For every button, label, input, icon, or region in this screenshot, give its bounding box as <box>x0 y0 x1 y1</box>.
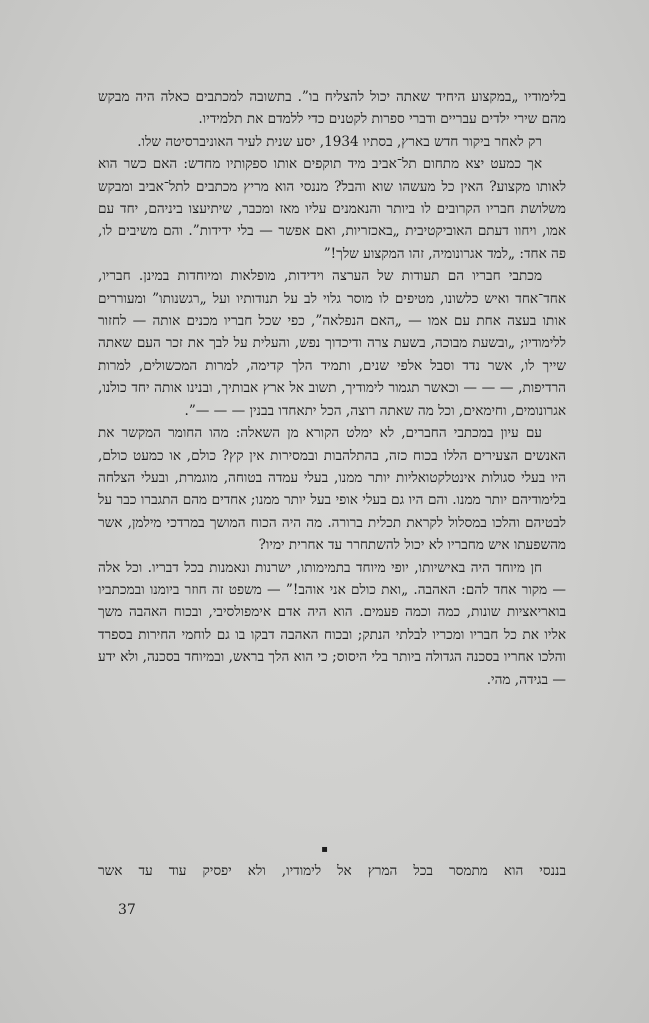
paragraph-1: בלימודיו „במקצוע היחיד שאתה יכול להצליח בו”. בתשובה למכתבים כאלה היה מבקש מהם שירי ילדים עבריים ודברי ספרות לקטנים כדי ללמדם את תלמידיו. <box>98 89 566 128</box>
paragraph-6: חן מיוחד היה באישיותו, יופי מיוחד בתמימותו, ישרנות ונאמנות בכל דבריו. וכל אלה — מקור אחד להם: האהבה. „ואת כולם אני אוהב!” — משפט זה חוזר ביומנו ובמכתביו בואריאציות שונות, כמה וכמה פעמים. הוא היה אדם אימפולסיבי, ובכוח האהבה משך אליו את כל חבריו ומכריו לבלתי הנתק; ובכוח האהבה דבקו בו גם לוחמי החירות בספרד והלכו אחריו בסכנה הגדולה ביותר בלי היסוס; כי הוא הלך בראש, ובמיוחד בסכנה, ולא ידע — בגידה, מהי. <box>98 559 566 688</box>
paragraph-4: מכתבי חבריו הם תעודות של הערצה וידידות, מופלאות ומיוחדות במינן. חבריו, אחד־אחד ואיש כלשונו, מטיפים לו מוסר גלוי לב על תנודותיו ועל „רגשנותו” ומעוררים אותו בעצה אחת עם אמו — „האם הנפלאה”, כפי שכל חבריו מכנים אותה — לחזור ללימודיו; „ובשעת מבוכה, בשעת צרה ודיכדוך נפש, והעלית על לבך את זכר העם שאתה שייך לו, אשר נדד וסבל אלפי שנים, ותמיד הלך קדימה, למרות המכשולים, למרות הרדיפות, — — — וכאשר תגמור לימודיך, תשוב אל ארץ אבותיך, ובנינו אותה יחד כולנו, אגרונומים, וחימאים, וכל מה שאתה רוצה, הכל יתאחדו בבנין — — —”. <box>98 268 566 419</box>
paragraph-5: עם עיון במכתבי החברים, לא ימלט הקורא מן השאלה: מהו החומר המקשר את האנשים הצעירים הללו בכוח כזה, בהתלהבות ובמסירות אין קץ? כולם, או כמעט כולם, היו בעלי סגולות אינטלקטואליות יותר ממנו, בעלי עמדה בטוחה, מוגמרת, ובעלי הצלחה בלימודיהם יותר ממנו. והם היו גם בעלי אופי בעל יותר ממנו; אחדים מהם התגברו כבר על לבטיהם והלכו במסלול לקראת תכלית ברורה. מה היה הכוח המושך במרדכי מילמן, אשר מהשפעתו איש מחבריו לא יכול להשתחרר עד אחרית ימיו? <box>98 425 566 554</box>
page-number: 37 <box>118 902 136 918</box>
section-separator: ▪ <box>321 844 328 855</box>
paragraph-3: אך כמעט יצא מתחום תל־אביב מיד תוקפים אותו ספקותיו מחדש: האם כשר הוא לאותו מקצוע? האין כל מעשהו שוא והבל? מננסי הוא מריץ מכתבים לתל־אביב ומבקש משלושת חבריו הקרובים לו ביותר והנאמנים עליו מאז ומכבר, שיתיעצו ביניהם, יחד עם אמו, ויחוו דעתם האוביקטיבית „באכזריות, ואם אפשר — בלי ידידות”. והם משיבים לו, פה אחד: „למד אגרונומיה, זהו המקצוע שלך!” <box>98 156 566 262</box>
paragraph-2: רק לאחר ביקור חדש בארץ, בסתיו 1934, יסע שנית לעיר האוניברסיטה שלו. <box>137 133 542 150</box>
main-text <box>98 86 566 691</box>
closing-line: בננסי הוא מתמסר בכל המרץ אל לימודיו, ולא יפסיק עוד עד אשר <box>98 863 566 879</box>
